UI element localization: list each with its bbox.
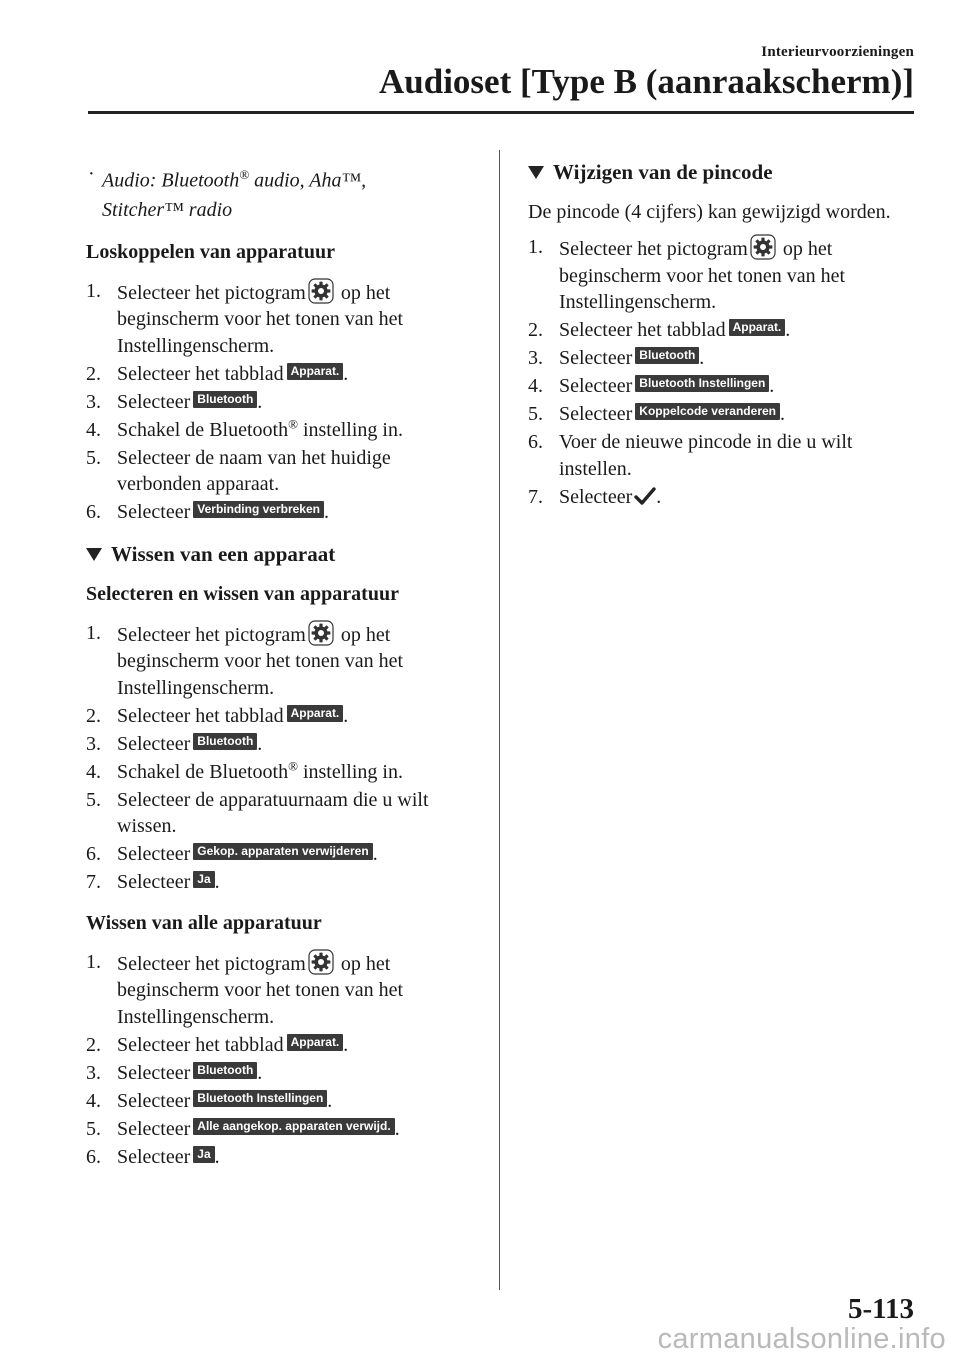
step-text: Selecteer het tabblad <box>117 1033 284 1056</box>
step-text: op het beginscherm voor het tonen van het Instellingenscherm. <box>559 238 846 313</box>
screen-button-label: Bluetooth Instellingen <box>193 1090 327 1107</box>
step-item <box>528 373 918 400</box>
step-number: 5. <box>528 403 543 425</box>
step-number: 4. <box>86 760 101 783</box>
settings-gear-icon <box>750 234 776 260</box>
step-text: Selecteer <box>559 403 633 425</box>
step-text: . <box>769 375 775 397</box>
step-item <box>86 841 478 868</box>
right-column <box>528 160 918 512</box>
watermark: carmanualsonline.info <box>657 1323 946 1355</box>
step-item <box>86 620 478 702</box>
step-text: . <box>699 347 705 369</box>
step-text: Selecteer het tabblad <box>117 704 284 727</box>
step-item <box>86 1144 478 1171</box>
step-number: 2. <box>86 362 101 385</box>
step-text: Selecteer <box>117 843 191 866</box>
step-item <box>86 949 478 1031</box>
subhead-alle: Wissen van alle apparatuur <box>86 911 322 934</box>
step-text: Selecteer <box>117 732 191 755</box>
intro-paragraph: De pincode (4 cijfers) kan gewijzigd worden. <box>528 201 891 223</box>
step-number: 5. <box>86 1117 101 1140</box>
screen-button-label: Ja <box>193 871 214 888</box>
steps-loskoppelen <box>86 278 478 526</box>
step-item <box>86 389 478 416</box>
bullet-text: Stitcher™ radio <box>102 198 233 221</box>
screen-button-label: Apparat. <box>287 705 344 722</box>
steps-selecteren <box>86 620 478 896</box>
step-text: instelling in. <box>297 760 403 783</box>
step-text: . <box>257 390 263 413</box>
section-label: Interieurvoorzieningen <box>761 44 914 60</box>
step-number: 3. <box>528 347 543 369</box>
step-text: . <box>372 843 378 866</box>
step-number: 1. <box>86 621 101 644</box>
step-number: 3. <box>86 1061 101 1084</box>
step-number: 7. <box>86 871 101 894</box>
step-text: Selecteer <box>117 1117 191 1140</box>
step-text: . <box>327 1089 333 1112</box>
step-text: Selecteer <box>117 1145 191 1168</box>
left-column <box>86 160 478 1172</box>
step-text: . <box>324 501 329 524</box>
step-text: Selecteer het tabblad <box>559 319 726 341</box>
step-item <box>86 759 478 786</box>
step-item <box>86 731 478 758</box>
step-number: 5. <box>86 788 101 811</box>
step-text: . <box>780 403 785 425</box>
step-text: Selecteer <box>117 1089 191 1112</box>
registered-mark: ® <box>239 167 250 182</box>
step-number: 5. <box>86 446 101 469</box>
screen-button-label: Apparat. <box>729 319 786 336</box>
bullet-text: Audio: Bluetooth <box>102 169 240 192</box>
step-item <box>86 1088 478 1115</box>
step-text: op het beginscherm voor het tonen van het Instellingenscherm. <box>117 952 404 1028</box>
step-text: Selecteer het pictogram <box>117 281 306 304</box>
screen-button-label: Bluetooth <box>193 1062 257 1079</box>
step-text: . <box>343 362 349 385</box>
step-number: 2. <box>86 704 101 727</box>
step-text: . <box>214 1145 220 1168</box>
step-text: . <box>343 1033 349 1056</box>
subhead-selecteren: Selecteren en wissen van apparatuur <box>86 582 399 605</box>
step-number: 1. <box>86 950 101 973</box>
step-number: 1. <box>528 236 543 258</box>
steps-alle <box>86 949 478 1171</box>
checkmark-icon <box>634 486 656 506</box>
steps-pincode <box>528 234 918 510</box>
triangle-icon <box>86 548 102 561</box>
screen-button-label: Ja <box>193 1146 214 1163</box>
step-text: . <box>343 704 349 727</box>
step-item <box>528 317 918 344</box>
step-text: . <box>214 871 220 894</box>
screen-button-label: Apparat. <box>287 363 344 380</box>
screen-button-label: Gekop. apparaten verwijderen <box>193 843 372 860</box>
step-text: . <box>257 1061 263 1084</box>
registered-mark: ® <box>288 416 298 431</box>
screen-button-label: Bluetooth Instellingen <box>635 375 769 392</box>
step-text: . <box>257 732 263 755</box>
step-number: 3. <box>86 390 101 413</box>
section-heading-wissen <box>86 542 478 567</box>
page-title: Audioset [Type B (aanraakscherm)] <box>378 62 914 101</box>
triangle-icon <box>528 166 544 179</box>
step-text: . <box>785 319 791 341</box>
screen-button-label: Koppelcode veranderen <box>635 403 780 420</box>
step-number: 6. <box>528 431 543 453</box>
registered-mark: ® <box>288 758 298 773</box>
step-text: Selecteer de naam van het huidige verbonden apparaat. <box>117 446 391 496</box>
step-text: Selecteer <box>117 871 191 894</box>
bullet-dot: · <box>88 163 95 185</box>
step-text: Selecteer <box>117 390 191 413</box>
step-item <box>528 234 918 316</box>
step-text: Selecteer de apparatuurnaam die u wilt wissen. <box>117 788 429 838</box>
step-item <box>86 417 478 444</box>
step-number: 6. <box>86 1145 101 1168</box>
step-text: Selecteer <box>117 501 191 524</box>
header-rule <box>88 111 914 114</box>
screen-button-label: Bluetooth <box>635 347 699 364</box>
step-text: Schakel de Bluetooth <box>117 418 289 441</box>
section-heading-text: Wissen van een apparaat <box>111 541 336 566</box>
step-number: 6. <box>86 843 101 866</box>
step-text: op het beginscherm voor het tonen van het Instellingenscherm. <box>117 281 404 357</box>
step-item <box>86 445 478 498</box>
step-text: Selecteer <box>559 375 633 397</box>
step-item <box>86 1116 478 1143</box>
step-item <box>86 703 478 730</box>
step-text: op het beginscherm voor het tonen van het Instellingenscherm. <box>117 623 404 699</box>
step-text: Selecteer het pictogram <box>559 238 748 260</box>
step-item <box>528 401 918 428</box>
step-item <box>528 484 918 511</box>
settings-gear-icon <box>308 949 334 975</box>
step-item <box>86 869 478 896</box>
step-item <box>86 1060 478 1087</box>
screen-button-label: Bluetooth <box>193 391 257 408</box>
step-text: Selecteer het tabblad <box>117 362 284 385</box>
step-number: 4. <box>86 418 101 441</box>
step-text: Selecteer <box>117 1061 191 1084</box>
step-text: Selecteer <box>559 347 633 369</box>
screen-button-label: Bluetooth <box>193 733 257 750</box>
step-number: 1. <box>86 279 101 302</box>
subhead-loskoppelen: Loskoppelen van apparatuur <box>86 240 335 263</box>
step-item <box>528 429 918 482</box>
bullet-item <box>86 160 478 225</box>
step-number: 3. <box>86 732 101 755</box>
step-item <box>86 361 478 388</box>
step-number: 2. <box>86 1033 101 1056</box>
step-item <box>528 345 918 372</box>
step-text: Selecteer <box>559 485 633 508</box>
section-heading-text: Wijzigen van de pincode <box>553 160 773 184</box>
page-number: 5-113 <box>847 1293 914 1325</box>
screen-button-label: Apparat. <box>287 1034 344 1051</box>
step-text: Selecteer het pictogram <box>117 623 306 646</box>
step-item <box>86 787 478 840</box>
step-text: Voer de nieuwe pincode in die u wilt instellen. <box>559 431 853 480</box>
settings-gear-icon <box>308 620 334 646</box>
step-item <box>86 499 478 526</box>
settings-gear-icon <box>308 278 334 304</box>
step-text: Selecteer het pictogram <box>117 952 306 975</box>
step-item <box>86 278 478 360</box>
step-number: 7. <box>528 485 543 508</box>
step-number: 2. <box>528 319 543 341</box>
step-text: Schakel de Bluetooth <box>117 760 289 783</box>
step-number: 6. <box>86 501 101 524</box>
step-number: 4. <box>86 1089 101 1112</box>
step-number: 4. <box>528 375 543 397</box>
screen-button-label: Alle aangekop. apparaten verwijd. <box>193 1118 394 1135</box>
step-text: . <box>394 1117 400 1140</box>
step-text: . <box>656 485 662 508</box>
section-heading-pincode <box>528 160 918 185</box>
screen-button-label: Verbinding verbreken <box>193 501 324 518</box>
step-item <box>86 1032 478 1059</box>
bullet-text: audio, Aha™, <box>249 169 367 192</box>
step-text: instelling in. <box>297 418 403 441</box>
column-divider <box>499 150 500 1290</box>
